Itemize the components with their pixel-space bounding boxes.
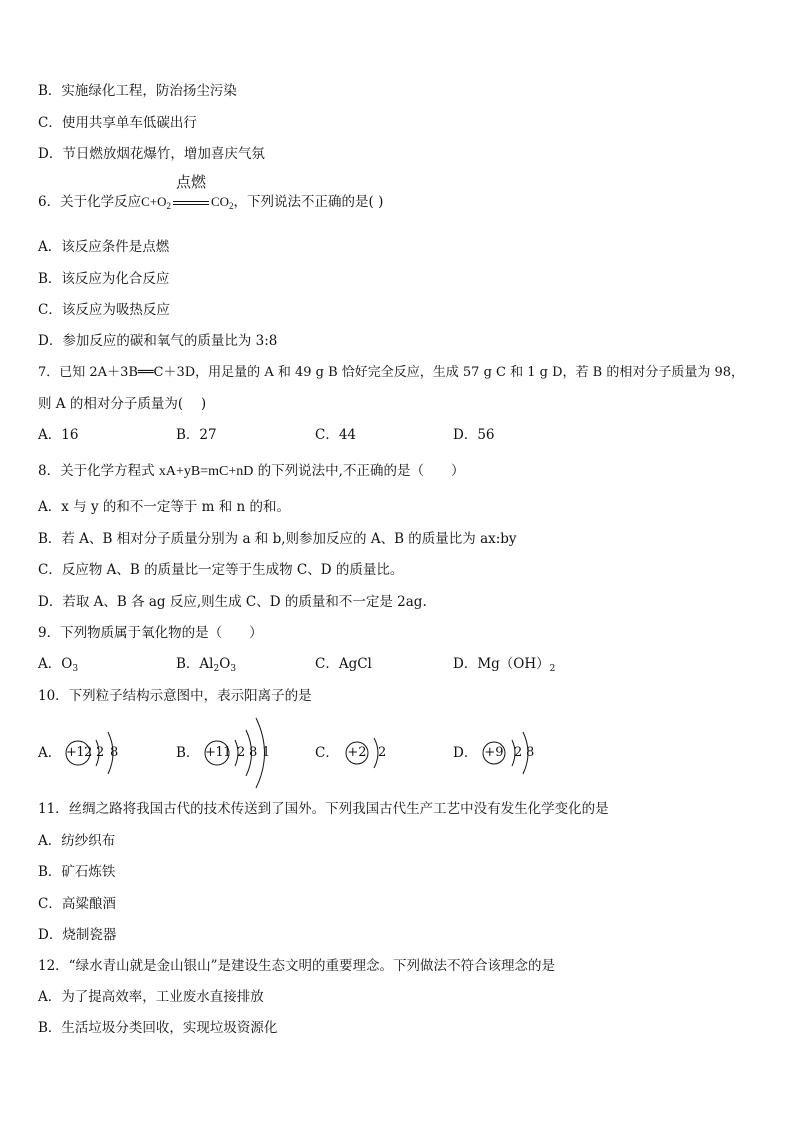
q7-stem-line1: 7．已知 2A＋3B══C＋3D，用足量的 A 和 49 g B 恰好完全反应，生成 57 g C 和 1 g D，若 B 的相对分子质量为 98， — [38, 365, 745, 380]
q8-option-c: C．反应物 A、B 的质量比一定等于生成物 C、D 的质量比。 — [38, 562, 404, 578]
q6-prefix: 6．关于化学反应 — [38, 194, 142, 210]
q6-product-subscript: 2 — [229, 201, 234, 211]
nucleus-charge: +12 — [66, 745, 92, 760]
q6-option-b: B．该反应为化合反应 — [38, 271, 170, 287]
q11-stem: 11．丝绸之路将我国古代的技术传送到了国外。下列我国古代生产工艺中没有发生化学变化的是 — [38, 801, 609, 817]
q9-option-d-subscript: 2 — [549, 664, 556, 674]
q12-stem: 12．“绿水青山就是金山银山”是建设生态文明的重要理念。下列做法不符合该理念的是 — [38, 958, 555, 974]
q9-option-a-subscript: 3 — [72, 664, 79, 674]
atom-diagram-d — [453, 716, 563, 790]
q9-option-b-subscript-1: 2 — [213, 664, 220, 674]
q6-equation — [141, 173, 234, 211]
nucleus-charge: +11 — [205, 745, 231, 760]
q10-option-d — [453, 716, 563, 790]
shell-electrons-1: 2 — [378, 745, 387, 760]
shell-electrons-2: 8 — [249, 745, 258, 760]
q10-option-c — [315, 720, 405, 786]
q6-option-a: A．该反应条件是点燃 — [38, 239, 170, 255]
q8-option-d: D．若取 A、B 各 ag 反应,则生成 C、D 的质量和不一定是 2ag. — [38, 594, 427, 610]
q6-product: CO — [210, 194, 230, 209]
q8-stem — [38, 462, 464, 481]
q7-option-b: B．27 — [176, 427, 217, 443]
q11-option-d: D．烧制瓷器 — [38, 927, 117, 943]
q6-reaction-arrow — [171, 173, 211, 211]
q6-suffix: ，下列说法不正确的是( ) — [233, 194, 384, 210]
q11-option-a: A．纺纱织布 — [38, 833, 116, 849]
q9-option-b-subscript-2: 3 — [230, 664, 237, 674]
q9-option-a-text: A．O — [38, 656, 73, 672]
q9-option-d-text: D．Mg（OH） — [453, 656, 550, 672]
q8-option-a: A．x 与 y 的和不一定等于 m 和 n 的和。 — [38, 499, 291, 515]
shell-electrons-3: 1 — [262, 745, 271, 760]
shell-electrons-1: 2 — [237, 745, 246, 760]
q5-option-c: C．使用共享单车低碳出行 — [38, 115, 197, 131]
q10-option-b-label: B． — [176, 745, 200, 761]
q9-option-b-mid: O — [219, 656, 231, 672]
atom-diagram-a — [38, 716, 148, 790]
q9-option-a — [38, 655, 78, 673]
q9-option-c: C．AgCl — [315, 656, 372, 672]
q7-option-d: D．56 — [453, 427, 495, 443]
q12-option-b: B．生活垃圾分类回收，实现垃圾资源化 — [38, 1020, 278, 1036]
shell-electrons-2: 8 — [526, 745, 535, 760]
q7-options — [38, 426, 774, 444]
q11-option-b: B．矿石炼铁 — [38, 864, 116, 880]
q9-option-d — [453, 655, 555, 673]
q8-option-b: B．若 A、B 相对分子质量分别为 a 和 b,则参加反应的 A、B 的质量比为 ax:by — [38, 531, 517, 547]
q6-stem — [38, 173, 384, 211]
q10-option-b — [176, 712, 286, 794]
q7-option-a: A．16 — [38, 427, 79, 443]
q9-stem: 9．下列物质属于氧化物的是（ ） — [38, 625, 263, 641]
q11-option-c: C．高粱酿酒 — [38, 896, 116, 912]
q12-option-a: A．为了提高效率，工业废水直接排放 — [38, 989, 264, 1005]
q8-prefix: 8．关于化学方程式 — [38, 463, 155, 479]
q10-option-a — [38, 716, 148, 790]
q6-reactants: C+O — [141, 194, 167, 209]
q8-equation: xA+yB=mC+nD — [158, 464, 254, 479]
q6-condition: 点燃 — [175, 173, 206, 191]
shell-electrons-2: 8 — [110, 745, 119, 760]
q5-option-d: D．节日燃放烟花爆竹，增加喜庆气氛 — [38, 146, 265, 162]
q9-option-b — [176, 655, 236, 673]
q10-option-c-label: C． — [315, 745, 339, 761]
q10-option-a-label: A． — [38, 745, 62, 761]
nucleus-charge: +2 — [347, 745, 367, 760]
q10-option-d-label: D． — [453, 745, 478, 761]
q8-suffix: 的下列说法中,不正确的是（ ） — [257, 463, 465, 479]
q6-option-c: C．该反应为吸热反应 — [38, 302, 170, 318]
q6-equals-line — [173, 201, 209, 205]
q6-o-subscript: 2 — [166, 201, 171, 211]
q10-stem: 10．下列粒子结构示意图中，表示阳离子的是 — [38, 688, 312, 704]
nucleus-charge: +9 — [484, 745, 504, 760]
shell-electrons-1: 2 — [96, 745, 105, 760]
q6-option-d: D．参加反应的碳和氧气的质量比为 3:8 — [38, 333, 278, 349]
q7-option-c: C．44 — [315, 427, 357, 443]
q5-option-b: B．实施绿化工程，防治扬尘污染 — [38, 83, 237, 99]
q7-stem-line2: 则 A 的相对分子质量为( ) — [38, 396, 207, 412]
shell-electrons-1: 2 — [514, 745, 523, 760]
q9-options — [38, 655, 774, 673]
q9-option-b-text: B．Al — [176, 656, 214, 672]
